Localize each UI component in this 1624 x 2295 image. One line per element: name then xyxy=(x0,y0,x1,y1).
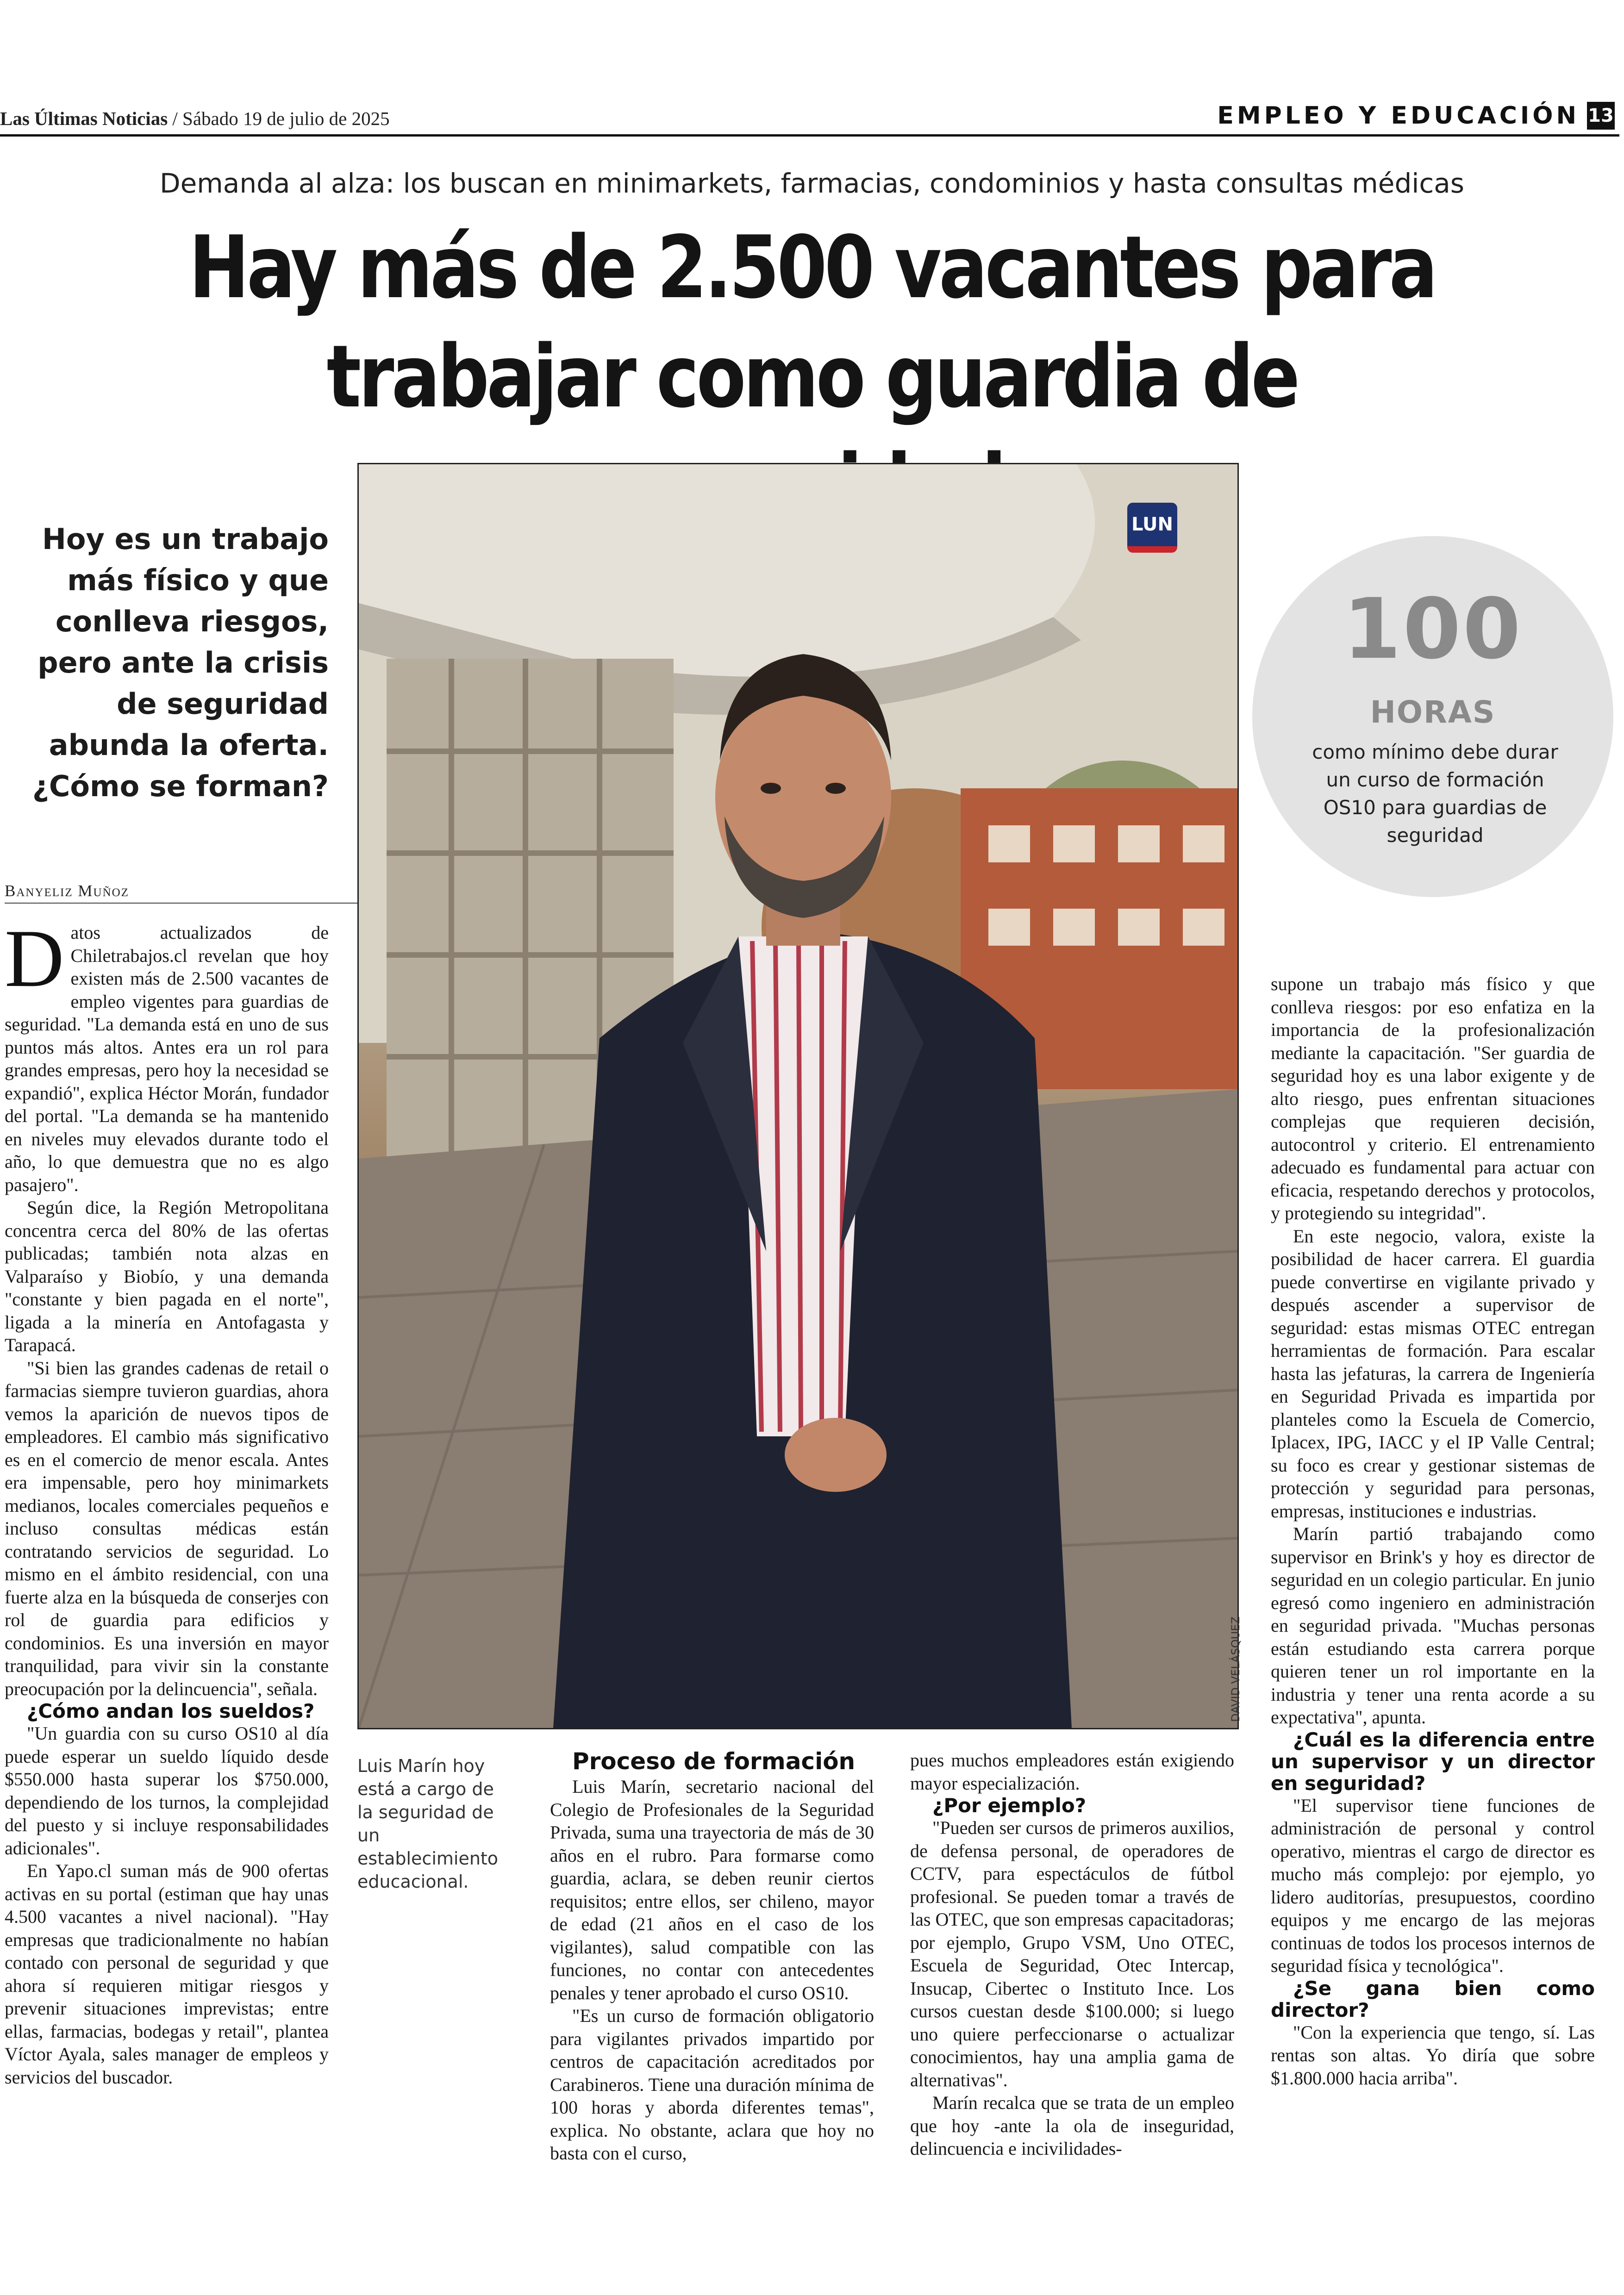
paragraph: "Pueden ser cursos de primeros auxilios, de defensa personal, de operadores de CCTV, para espectáculos de fútbol profesional. Se pueden tomar a través de las OTEC, que son empresas capacitadoras; por ejemplo, Grupo VSM, Uno OTEC, Escuela de Seguridad, Otec Intercap, Insucap, Cibertec o Instituto Ince. Los cursos cuestan desde $100.000; si luego uno quiere perfeccionarse o actualizar conocimientos, hay una amplia gama de alternativas". xyxy=(910,1817,1234,2090)
paragraph: "Un guardia con su curso OS10 al día puede esperar un sueldo líquido desde $550.000 hasta superar los $750.000, dependiendo de los turnos, la complejidad del puesto y si incluye responsabilidades adicionales". xyxy=(5,1723,329,1858)
headline-line-1: Hay más de 2.500 vacantes para xyxy=(188,217,1435,318)
paragraph: pues muchos empleadores están exigiendo mayor especialización. xyxy=(910,1750,1234,1794)
paragraph: En Yapo.cl suman más de 900 ofertas activas en su portal (estiman que hay unas 4.500 vacantes a nivel nacional). "Hay empresas que tradicionalmente no habían contado con personal de seguridad y que ahora sí requieren mitigar riesgos y prevenir situaciones imprevistas; entre ellas, farmacias, bodegas y retail", plantea Víctor Ayala, sales manager de empleos y servicios del buscador. xyxy=(5,1860,329,2088)
stat-number: 100 xyxy=(1343,581,1523,678)
photo-illustration xyxy=(359,464,1237,1728)
subheading: ¿Cuál es la diferencia entre un supervisor y un director en seguridad? xyxy=(1271,1728,1595,1795)
subheading: ¿Cómo andan los sueldos? xyxy=(27,1700,315,1722)
page-number: 13 xyxy=(1587,102,1615,130)
stat-unit: HORAS xyxy=(1370,694,1496,730)
article-column-4 xyxy=(1271,973,1595,2089)
headline-line-2: trabajar como guardia de xyxy=(326,326,1298,427)
photo-caption: Luis Marín hoy está a cargo de la seguridad de un establecimiento educacional. xyxy=(357,1756,499,1892)
masthead-rule xyxy=(0,134,1619,137)
subheading: ¿Se gana bien como director? xyxy=(1271,1977,1595,2021)
publication-name: Las Últimas Noticias xyxy=(0,108,168,129)
section-name: EMPLEO Y EDUCACIÓN xyxy=(1217,102,1580,130)
paragraph: "Con la experiencia que tengo, sí. Las rentas son altas. Yo diría que sobre $1.800.000 hacia arriba". xyxy=(1271,2021,1595,2089)
stat-text: como mínimo debe durar un curso de formación OS10 para guardias de seguridad xyxy=(1312,741,1558,847)
paragraph: Marín recalca que se trata de un empleo que hoy -ante la ola de inseguridad, delincuencia e incivilidades- xyxy=(910,2092,1234,2159)
lun-logo: LUN xyxy=(1127,503,1177,553)
deck: Hoy es un trabajo más físico y que conlleva riesgos, pero ante la crisis de seguridad abunda la oferta. ¿Cómo se forman? xyxy=(32,522,329,803)
paragraph: "El supervisor tiene funciones de administración de personal y control operativo, mientras el cargo de director es mucho más complejo: por ejemplo, yo lidero auditorías, presupuestos, coordino equipos y me encargo de las mejoras continuas de todos los procesos internos de seguridad física y tecnológica". xyxy=(1271,1795,1595,1976)
article-photo xyxy=(357,463,1239,1729)
paragraph: Luis Marín, secretario nacional del Colegio de Profesionales de la Seguridad Privada, suma una trayectoria de más de 30 años en el rubro. Para formarse como guardia, aclara, se deben reunir ciertos requisitos; entre ellos, ser chileno, mayor de edad (21 años en el caso de los vigilantes), salud compatible con las funciones, no contar con antecedentes penales y tener aprobado el curso OS10. xyxy=(550,1776,874,2003)
byline-rule xyxy=(5,903,359,904)
article-column-1 xyxy=(5,912,329,2089)
kicker: Demanda al alza: los buscan en minimarkets, farmacias, condominios y hasta consultas médicas xyxy=(159,168,1465,199)
paragraph: Marín partió trabajando como supervisor en Brink's y hoy es director de seguridad en un colegio particular. En junio egresó como ingeniero en administración en seguridad privada. "Muchas personas están estudiando esta carrera porque quieren tener un rol importante en la industria y tener una renta acorde a su expectativa", apunta. xyxy=(1271,1523,1595,1727)
section-heading: Proceso de formación xyxy=(572,1748,856,1775)
drop-cap: D xyxy=(5,912,64,1004)
issue-date: / Sábado 19 de julio de 2025 xyxy=(172,108,390,129)
paragraph: En este negocio, valora, existe la posibilidad de hacer carrera. El guardia puede convertirse en vigilante privado y después ascender a supervisor de seguridad: estas mismas OTEC entregan herramientas de formación. Para escalar hasta las jefaturas, la carrera de Ingeniería en Seguridad Privada es impartida por planteles como la Escuela de Comercio, Iplacex, IPG, IACC y el IP Valle Central; su foco es crear y gestionar sistemas de protección y seguridad para personas, empresas, instituciones e industrias. xyxy=(1271,1225,1595,1522)
paragraph: atos actualizados de Chiletrabajos.cl revelan que hoy existen más de 2.500 vacantes de empleo vigentes para guardias de seguridad. "La demanda está en uno de sus puntos más altos. Antes era un rol para grandes empresas, pero hoy la necesidad se expandió", explica Héctor Morán, fundador del portal. "La demanda se ha mantenido en niveles muy elevados durante todo el año, lo que demuestra que no es algo pasajero". xyxy=(5,922,329,1195)
paragraph: "Es un curso de formación obligatorio para vigilantes privados impartido por centros de capacitación acreditados por Carabineros. Tiene una duración mínima de 100 horas y aborda diferentes temas", explica. No obstante, aclara que hoy no basta con el curso, xyxy=(550,2005,874,2164)
article-column-2 xyxy=(550,1747,874,2165)
paragraph: supone un trabajo más físico y que conlleva riesgos: por eso enfatiza en la importancia de la profesionalización mediante la capacitación. "Ser guardia de seguridad hoy es una labor exigente y de alto riesgo, pues enfrentan situaciones complejas que requieren decisión, autocontrol y criterio. El entrenamiento adecuado es fundamental para actuar con eficacia, respetando derechos y protocolos, y protegiendo su integridad". xyxy=(1271,973,1595,1223)
paragraph: Según dice, la Región Metropolitana concentra cerca del 80% de las ofertas publicadas; también nota alzas en Valparaíso y Biobío, y una demanda "constante y bien pagada en el norte", ligada a la minería en Antofagasta y Tarapacá. xyxy=(5,1197,329,1355)
paragraph: "Si bien las grandes cadenas de retail o farmacias siempre tuvieron guardias, ahora vemos la aparición de nuevos tipos de empleadores. El cambio más significativo es en el comercio de menor escala. Antes era impensable, pero hoy minimarkets medianos, locales comerciales pequeños e incluso consultas médicas están contratando servicios de seguridad. Lo mismo en el ámbito residencial, con una fuerte alza en la búsqueda de conserjes con rol de guardia para edificios y condominios. Es una inversión en mayor tranquilidad, para vivir sin la constante preocupación por la delincuencia", señala. xyxy=(5,1357,329,1699)
byline: Banyeliz Muñoz xyxy=(5,882,129,900)
masthead-left xyxy=(0,107,390,130)
photo-credit: DAVID VELÁSQUEZ xyxy=(1229,1616,1242,1722)
subheading: ¿Por ejemplo? xyxy=(932,1794,1087,1817)
masthead-right xyxy=(1217,102,1615,130)
article-column-3 xyxy=(910,1749,1234,2160)
